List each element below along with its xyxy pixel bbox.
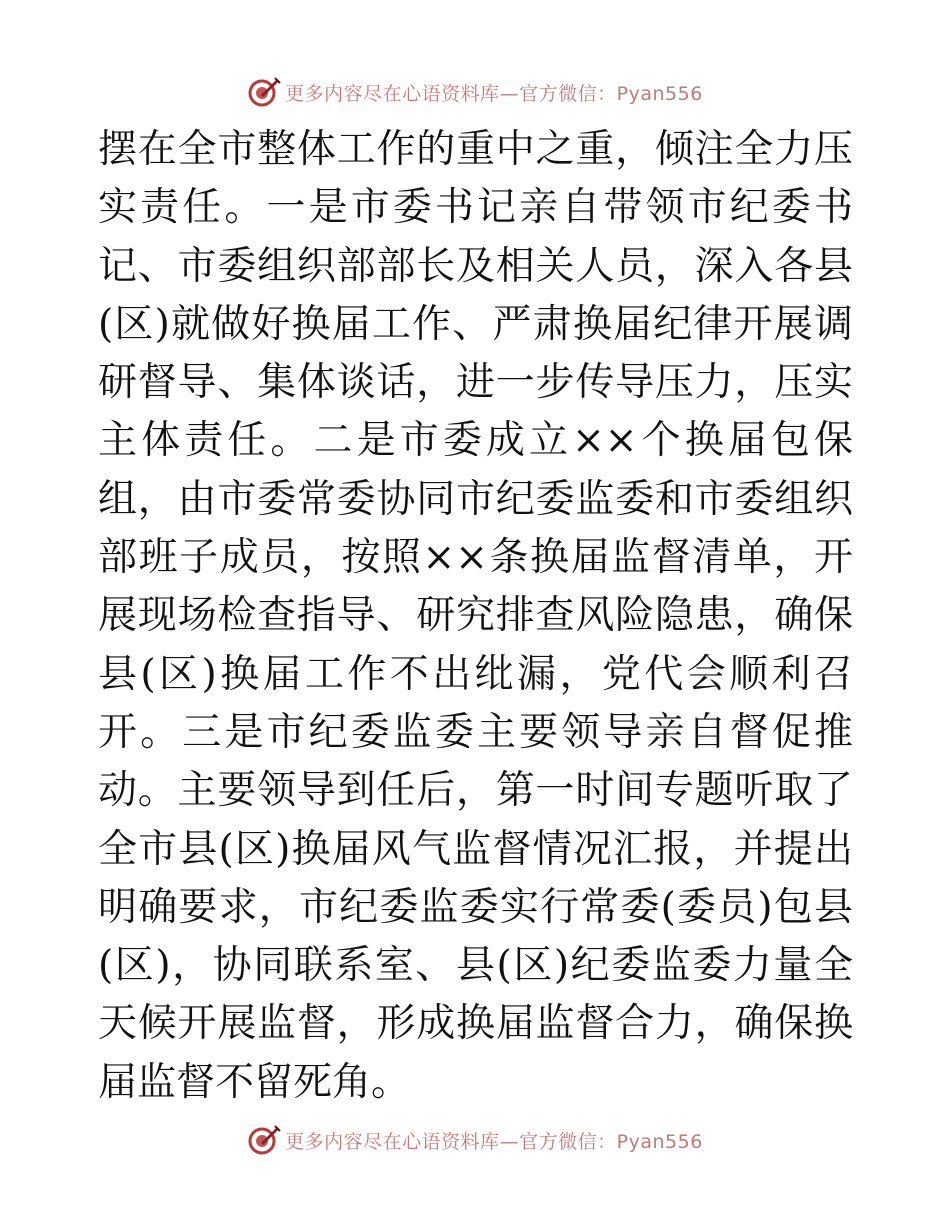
watermark-contact: 官方微信：Pyan556	[519, 1130, 703, 1153]
text-line: 场检查指导、研究排查风险隐患，确保县(区)换届	[98, 593, 853, 697]
watermark-text	[285, 1127, 703, 1154]
text-line: 作、严肃换届纪律开展调研督导、集体谈话，进一	[98, 301, 853, 406]
text-line: 任。一是市委书记亲自带领市纪委书记、市委组织	[98, 185, 853, 289]
watermark-dash: —	[499, 82, 520, 105]
watermark-main: 更多内容尽在心语资料库	[285, 82, 500, 105]
text-line: 间专题听取了全市县(区)换届风气监督情况汇报，	[98, 768, 853, 872]
watermark-text	[285, 79, 703, 106]
text-line: 角。	[332, 1059, 411, 1105]
header-watermark	[0, 72, 950, 112]
text-line: 步传导压力，压实主体责任。二是市委成立××个	[98, 360, 853, 464]
document-body	[98, 121, 853, 1112]
text-line: 主要领导亲自督促推动。主要领导到任后，第一时	[98, 709, 853, 814]
text-line: 织部班子成员，按照××条换届监督清单，开展现	[98, 476, 853, 639]
footer-watermark	[0, 1120, 950, 1160]
watermark-dash: —	[499, 1130, 520, 1153]
text-line: 工作不出纰漏，党代会顺利召开。三是市纪委监委	[98, 651, 853, 755]
text-line: 并提出明确要求，市纪委监委实行常委(委员)包县	[98, 826, 853, 930]
pen-circle-logo-icon	[247, 1123, 281, 1157]
text-line: 展监督，形成换届监督合力，确保换届监督不留死	[98, 1001, 853, 1105]
text-line: 换届包保组，由市委常委协同市纪委监委和市委组	[98, 418, 853, 522]
text-line: 部部长及相关人员，深入各县(区)就做好换届工	[98, 243, 853, 347]
document-paragraph	[98, 121, 853, 1112]
pen-circle-logo-icon	[247, 75, 281, 109]
text-line: 摆在全市整体工作的重中之重，倾注全力压实责	[98, 127, 853, 231]
text-line: (区)，协同联系室、县(区)纪委监委力量全天候开	[98, 943, 853, 1047]
watermark-contact: 官方微信：Pyan556	[519, 82, 703, 105]
watermark-main: 更多内容尽在心语资料库	[285, 1130, 500, 1153]
